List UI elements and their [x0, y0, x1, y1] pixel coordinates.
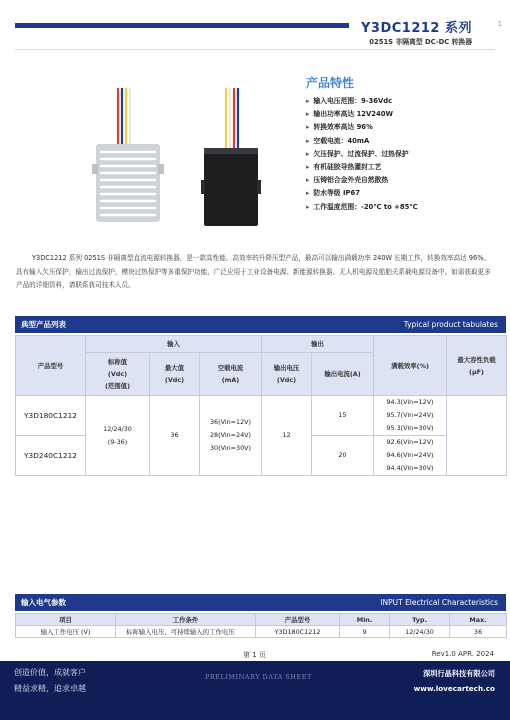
col-typ: Typ. [390, 614, 450, 626]
efficiency-value: 95.7(Vin=24V) [386, 411, 434, 419]
efficiency-value: 94.4(Vin=30V) [386, 464, 434, 472]
bullet-icon: ▸ [306, 110, 310, 119]
input-params-table [15, 613, 507, 638]
model-cell: Y3D240C1212 [16, 436, 86, 476]
wire-bundle-right [226, 88, 238, 150]
max-line2: (Vdc) [164, 376, 185, 384]
series-title: Y3DC1212 系列 [361, 21, 472, 36]
features-title: 产品特性 [306, 76, 355, 90]
feature-item [306, 121, 496, 134]
param-min: 9 [340, 626, 390, 638]
outv-line1: 输出电压 [273, 364, 300, 372]
section-title-en: INPUT Electrical Characteristics [380, 598, 498, 607]
nominal-line1: 标称值 [107, 358, 128, 366]
feature-text: 输出功率高达 12V240W [313, 110, 393, 119]
capload-line2: (μF) [469, 367, 484, 376]
header-accent-bar [15, 23, 349, 28]
bullet-icon: ▸ [306, 149, 310, 158]
model-cell: Y3D180C1212 [16, 396, 86, 436]
capacitive-load-cell [447, 396, 507, 476]
col-min: Min. [340, 614, 390, 626]
bullet-icon: ▸ [306, 176, 310, 185]
section-title-zh: 典型产品列表 [21, 320, 66, 329]
feature-text: 压铸铝合金外壳自然散热 [313, 176, 389, 185]
typical-products-table [15, 335, 507, 476]
col-model: 产品型号 [256, 614, 340, 626]
header-nominal [86, 353, 150, 396]
param-typ: 12/24/30 [390, 626, 450, 638]
col-max: Max. [450, 614, 507, 626]
table-row [16, 626, 507, 638]
header-divider [15, 49, 495, 50]
noload-line2: (mA) [221, 376, 240, 384]
company-name: 深圳行晶科技有限公司 [423, 669, 495, 678]
max-line1: 最大值 [164, 364, 185, 372]
header-output: 输出 [262, 336, 374, 353]
table-row [16, 396, 507, 436]
max-cell: 36 [150, 396, 200, 476]
nominal-line3: (范围值) [104, 382, 130, 390]
section-title-zh: 输入电气参数 [21, 598, 66, 607]
noload-line1: 空载电流 [217, 364, 244, 372]
bullet-icon: ▸ [306, 202, 310, 211]
nominal-cell [86, 396, 150, 476]
bullet-icon: ▸ [306, 136, 310, 145]
efficiency-value: 94.6(Vin=24V) [386, 451, 434, 459]
revision-label: Rev1.0 APR. 2024 [431, 650, 494, 658]
footer-slogan: 精益求精，追求卓越 [14, 684, 86, 693]
noload-cell [200, 396, 262, 476]
feature-item [306, 95, 496, 108]
feature-item [306, 148, 496, 161]
page-number: 第 1 页 [243, 651, 266, 659]
typical-products-header [15, 316, 506, 333]
outv-line2: (Vdc) [276, 376, 297, 384]
wire-bundle-left [118, 88, 130, 148]
col-item: 项目 [16, 614, 116, 626]
param-item: 输入工作电压 (V) [16, 626, 116, 638]
feature-item [306, 161, 496, 174]
bullet-icon: ▸ [306, 123, 310, 132]
feature-text: 空载电流：40mA [313, 136, 370, 145]
aluminium-module [92, 144, 164, 222]
bullet-icon: ▸ [306, 162, 310, 171]
header-max [150, 353, 200, 396]
col-condition: 工作条件 [116, 614, 256, 626]
header-output-current: 输出电流(A) [312, 353, 374, 396]
noload-value: 28(Vin=24V) [209, 431, 252, 439]
efficiency-cell [374, 436, 447, 476]
header-model: 产品型号 [16, 336, 86, 396]
nominal-line2: (Vdc) [107, 370, 128, 378]
header-capacitive-load [447, 336, 507, 396]
bullet-icon: ▸ [306, 189, 310, 198]
noload-value: 36(Vin=12V) [209, 418, 252, 426]
nominal-value: 12/24/30 [103, 424, 132, 433]
features-panel [306, 74, 496, 214]
efficiency-value: 92.6(Vin=12V) [386, 438, 434, 446]
feature-item [306, 135, 496, 148]
input-params-header [15, 594, 506, 611]
feature-item [306, 201, 496, 214]
param-condition: 标称输入电压，可持续输入的工作电压 [116, 626, 256, 638]
nominal-range: (9-36) [107, 437, 128, 446]
noload-value: 30(Vin=30V) [209, 444, 252, 452]
param-max: 36 [450, 626, 507, 638]
efficiency-cell [374, 396, 447, 436]
feature-text: 防水等级 IP67 [313, 189, 360, 198]
header-noload [200, 353, 262, 396]
feature-item [306, 187, 496, 200]
feature-text: 工作温度范围：-20℃ to +85℃ [313, 202, 418, 211]
corner-mark: 1 [497, 20, 502, 28]
feature-text: 欠压保护、过流保护、过热保护 [313, 149, 409, 158]
footer-band [0, 661, 510, 720]
features-list [306, 95, 496, 214]
capload-line1: 最大容性负载 [457, 355, 496, 364]
series-subtitle: 0251S 非隔离型 DC-DC 转换器 [369, 38, 472, 46]
efficiency-value: 95.3(Vin=30V) [386, 424, 434, 432]
company-website-link[interactable]: www.lovecartech.co [413, 684, 495, 693]
potted-module [201, 148, 261, 226]
feature-text: 转换效率高达 96% [313, 123, 373, 132]
efficiency-value: 94.3(Vin=12V) [386, 398, 434, 406]
header-input: 输入 [86, 336, 262, 353]
output-voltage-cell: 12 [262, 396, 312, 476]
feature-text: 输入电压范围：9-36Vdc [313, 97, 393, 105]
param-model: Y3D180C1212 [256, 626, 340, 638]
intro-paragraph: Y3DC1212 系列 0251S 非隔离型直流电源转换器，是一款高性能、高效率的升降压型产品，最高可以输出满载功率 240W 长期工作，转换效率高达 96%。具有输入欠压保护，输出过流保护，模块过热保护等多重保护功能，广泛应用于工业设备电源、新能源转换器、无人机电源及船舶关系载电源设备中。如需获取更多产品的详细资料，请联系我司技术人员。 [16, 254, 491, 290]
product-photo [80, 88, 300, 236]
output-current-cell: 15 [312, 396, 374, 436]
feature-text: 有机硅胶导热灌封工艺 [313, 162, 382, 171]
preliminary-watermark: PRELIMINARY DATA SHEET [205, 673, 312, 681]
bullet-icon: ▸ [306, 97, 310, 105]
feature-item [306, 174, 496, 187]
output-current-cell: 20 [312, 436, 374, 476]
footer-slogan: 创造价值，成就客户 [14, 668, 86, 677]
header-efficiency: 满载效率(%) [374, 336, 447, 396]
feature-item [306, 108, 496, 121]
table-header-row [16, 614, 507, 626]
header-output-voltage [262, 353, 312, 396]
section-title-en: Typical product tabulates [403, 320, 498, 329]
